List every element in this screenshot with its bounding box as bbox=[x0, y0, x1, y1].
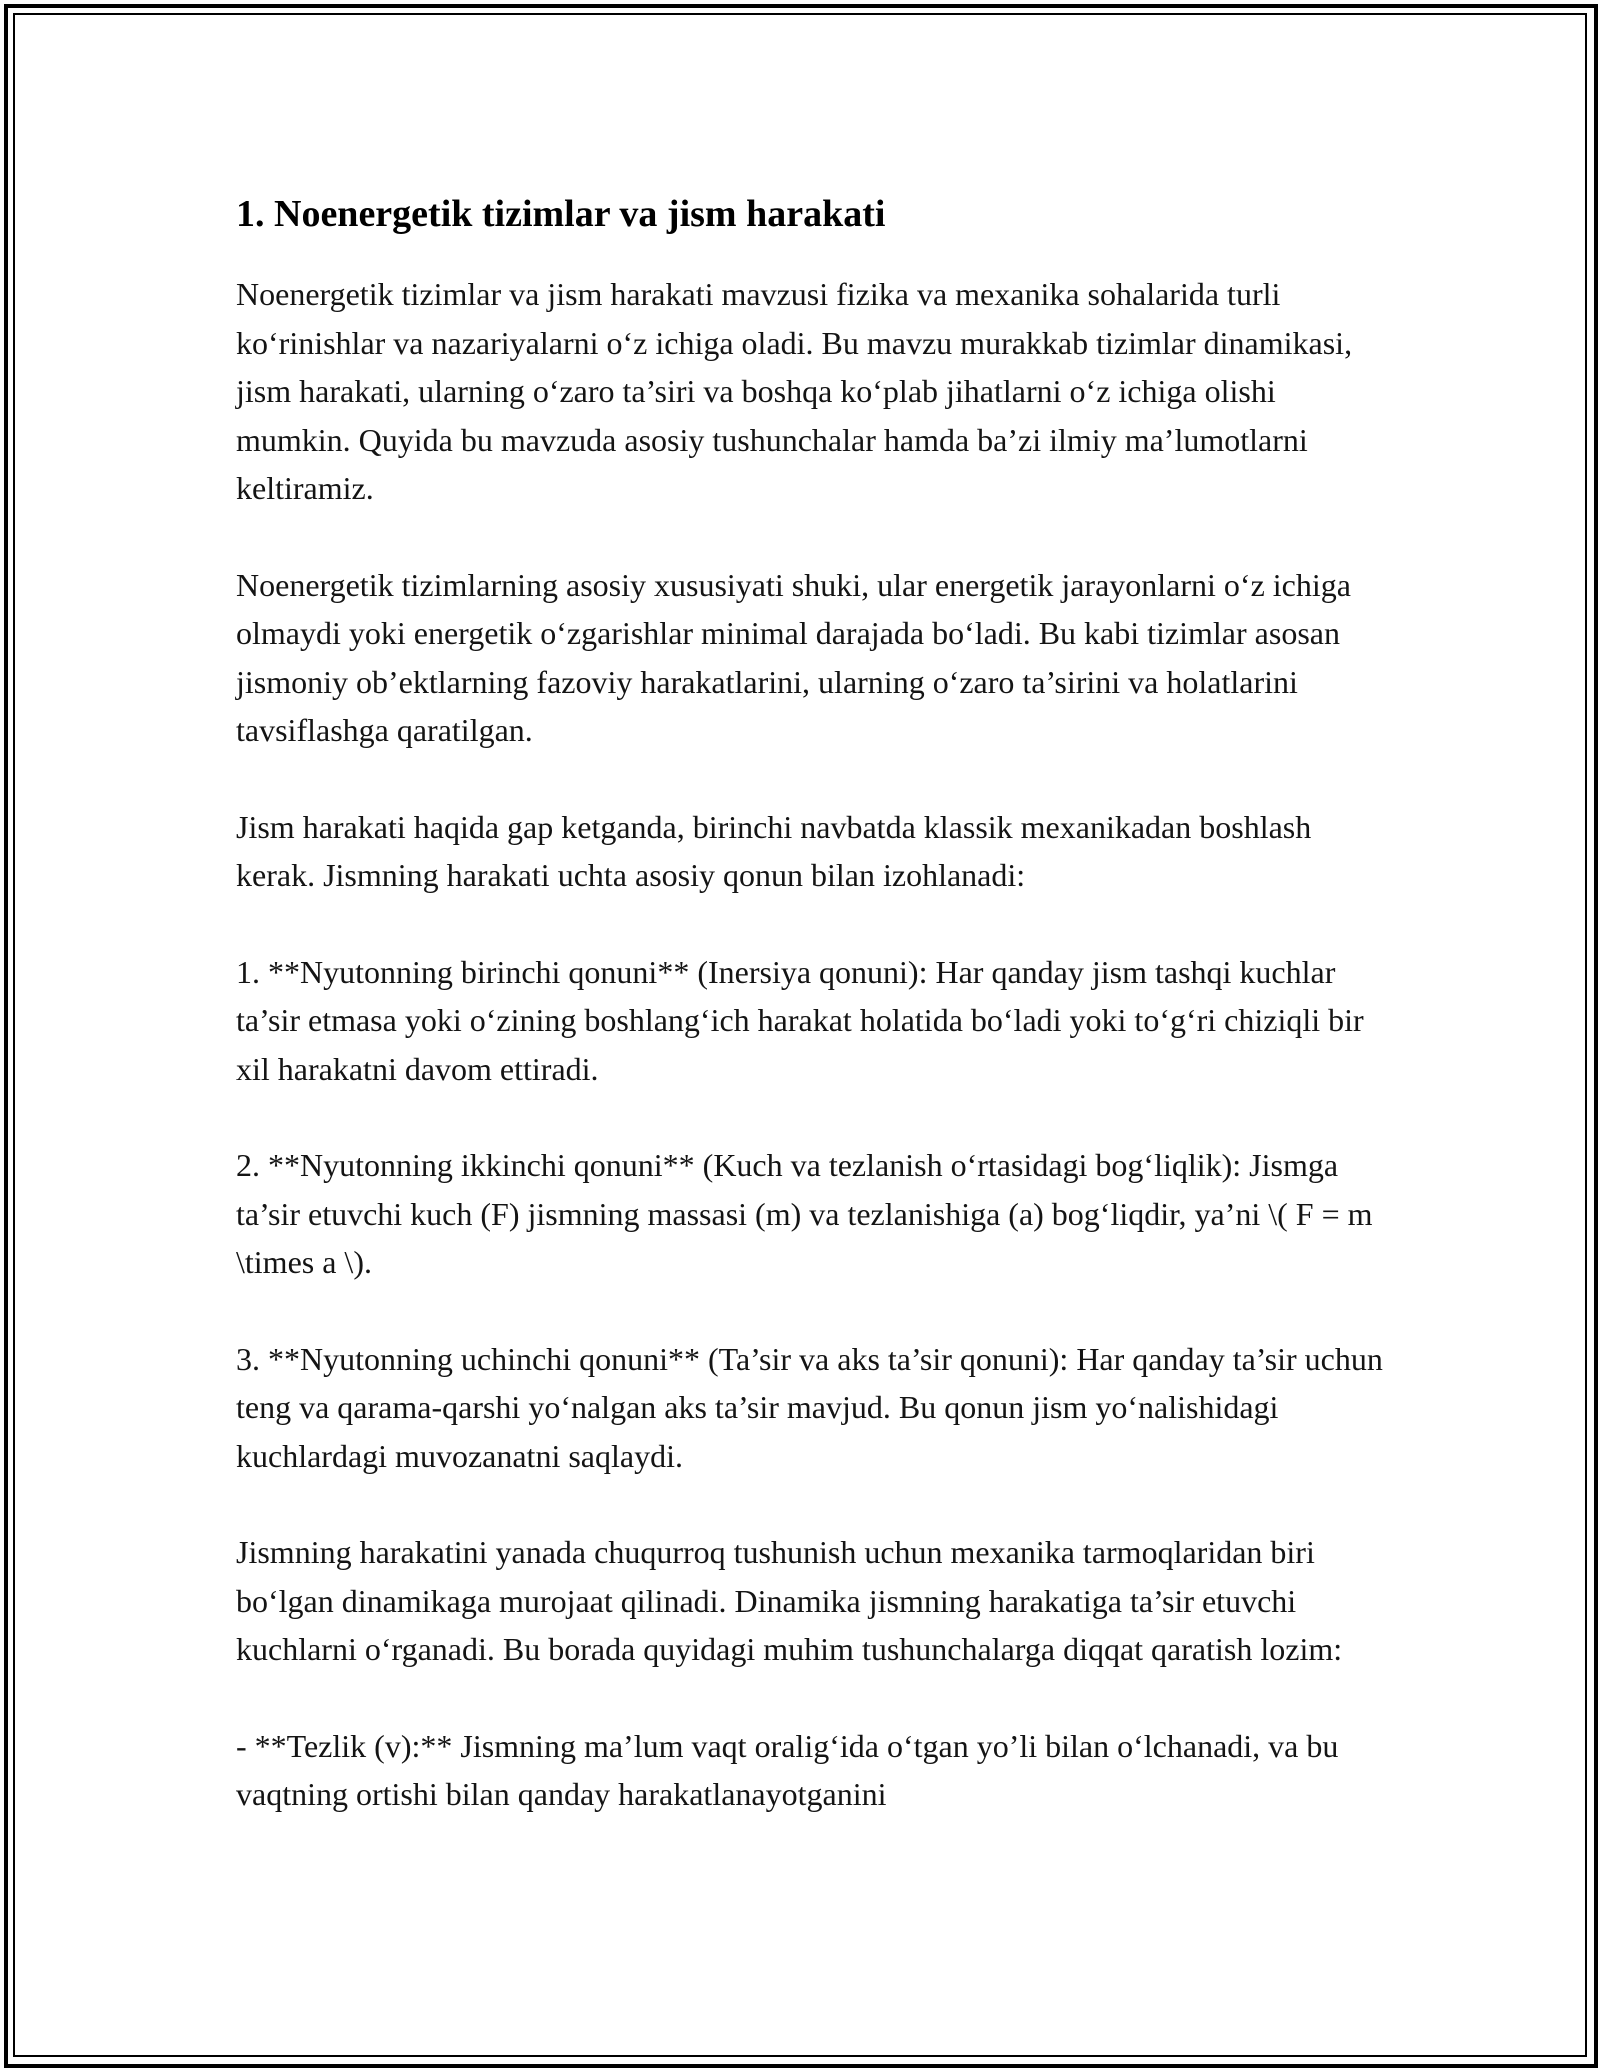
newton-second-law-item: 2. **Nyutonning ikkinchi qonuni** (Kuch va tezlanish o‘rtasidagi bog‘liqlik): Jismga ta’sir etuvchi kuch (F) jismning massasi (m) va tezlanishiga (a) bog‘liqdir, ya’ni \( F = m \times a \). bbox=[236, 1147, 1373, 1280]
paragraph-dynamics: Jismning harakatini yanada chuqurroq tushunish uchun mexanika tarmoqlaridan biri bo‘lgan dinamikaga murojaat qilinadi. Dinamika jismning harakatiga ta’sir etuvchi kuchlarni o‘rganadi. Bu borada quyidagi muhim tushunchalarga diqqat qaratish lozim: bbox=[236, 1534, 1343, 1667]
newton-third-law-item: 3. **Nyutonning uchinchi qonuni** (Ta’sir va aks ta’sir qonuni): Har qanday ta’sir uchun teng va qarama-qarshi yo‘nalgan aks ta’sir mavjud. Bu qonun jism yo‘nalishidagi kuchlardagi muvozanatni saqlaydi. bbox=[236, 1340, 1383, 1474]
paragraph-intro: Noenergetik tizimlar va jism harakati mavzusi fizika va mexanika sohalarida turli ko‘rinishlar va nazariyalarni o‘z ichiga oladi. Bu mavzu murakkab tizimlar dinamikasi, jism harakati, ularning o‘zaro ta’siri va boshqa ko‘plab jihatlarni o‘z ichiga olishi mumkin. Quyida bu mavzuda asosiy tushunchalar hamda ba’zi ilmiy ma’lumotlarni keltiramiz. bbox=[236, 276, 1353, 506]
newton-first-law-item: 1. **Nyutonning birinchi qonuni** (Inersiya qonuni): Har qanday jism tashqi kuchlar ta’sir etmasa yoki o‘zining boshlang‘ich harakat holatida bo‘ladi yoki to‘g‘ri chiziqli bir xil harakatni davom ettiradi. bbox=[236, 953, 1364, 1087]
paragraph-body-motion: Jism harakati haqida gap ketganda, birinchi navbatda klassik mexanikadan boshlash kerak. Jismning harakati uchta asosiy qonun bilan izohlanadi: bbox=[236, 808, 1312, 893]
document-body bbox=[236, 186, 1396, 1819]
paragraph-non-energetic-systems: Noenergetik tizimlarning asosiy xususiyati shuki, ular energetik jarayonlarni o‘z ichiga olmaydi yoki energetik o‘zgarishlar minimal darajada bo‘ladi. Bu kabi tizimlar asosan jismoniy ob’ektlarning fazoviy harakatlarini, ularning o‘zaro ta’sirini va holatlarini tavsiflashga qaratilgan. bbox=[236, 566, 1351, 748]
document-title: 1. Noenergetik tizimlar va jism harakati bbox=[236, 193, 886, 235]
velocity-list-item: - **Tezlik (v):** Jismning ma’lum vaqt oralig‘ida o‘tgan yo’li bilan o‘lchanadi, va bu vaqtning ortishi bilan qanday harakatlanayotganini bbox=[236, 1727, 1339, 1812]
